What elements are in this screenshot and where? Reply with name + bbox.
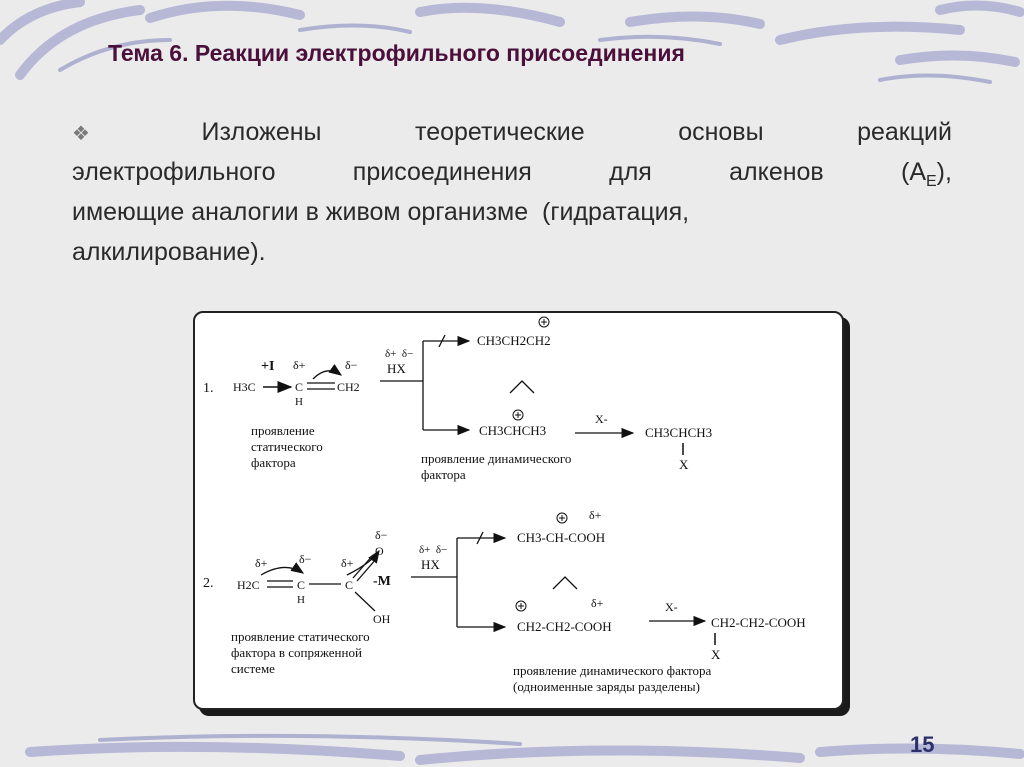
caret-icon bbox=[553, 577, 577, 589]
dynamic-caption-line: проявление динамического фактора bbox=[513, 663, 712, 678]
delta-plus-label: δ+ bbox=[589, 508, 602, 522]
reagent-charges: δ+ δ− bbox=[385, 348, 414, 360]
hydroxyl-group: OH bbox=[373, 612, 391, 626]
upper-product-2: CH3-CH-COOH bbox=[517, 530, 606, 545]
substituent-x: X bbox=[679, 457, 689, 472]
oxygen-atom: O bbox=[375, 544, 384, 558]
lower-product-2: CH2-CH2-COOH bbox=[517, 619, 612, 634]
page-number: 15 bbox=[910, 732, 935, 757]
reaction2-number: 2. bbox=[203, 576, 214, 591]
reagent-charges: δ+ δ− bbox=[419, 544, 448, 556]
upper-product-1: CH3CH2CH2 bbox=[477, 333, 551, 348]
caret-icon bbox=[510, 381, 534, 393]
minus-m-label: -M bbox=[373, 574, 391, 589]
body-line-2 bbox=[72, 152, 952, 192]
reagent-hx: HX bbox=[387, 361, 406, 376]
delta-plus-label: δ+ bbox=[591, 596, 604, 610]
body-line-3: имеющие аналогии в живом организме (гидратация, bbox=[72, 198, 690, 226]
plus-i-label: +I bbox=[261, 359, 275, 374]
ae-open: (A bbox=[901, 158, 926, 186]
dynamic-caption-line: проявление динамического bbox=[421, 451, 572, 466]
ae-close: ), bbox=[936, 158, 952, 186]
static-caption-line: фактора в сопряженной bbox=[231, 645, 362, 660]
cation-charge-icon bbox=[513, 410, 523, 420]
body-word: Изложены bbox=[201, 118, 322, 146]
hydrogen-atom: H bbox=[297, 594, 305, 606]
cation-charge-icon bbox=[557, 513, 567, 523]
carbon-atom: C bbox=[295, 380, 304, 394]
delta-minus-label: δ− bbox=[375, 528, 388, 542]
static-caption-line: фактора bbox=[251, 455, 296, 470]
dynamic-caption-line: (одноименные заряды разделены) bbox=[513, 679, 700, 694]
delta-plus-label: δ+ bbox=[293, 358, 306, 372]
body-word: алкенов bbox=[729, 158, 824, 186]
ae-subscript: E bbox=[926, 173, 937, 190]
body-word: реакций bbox=[857, 118, 952, 146]
reaction-diagram-panel bbox=[193, 311, 844, 710]
body-line-1 bbox=[72, 112, 952, 152]
body-word-ae bbox=[901, 152, 952, 192]
body-word: для bbox=[609, 158, 652, 186]
static-caption-line: системе bbox=[231, 661, 275, 676]
static-caption-line: проявление bbox=[251, 423, 315, 438]
static-caption-line: статического bbox=[251, 439, 323, 454]
body-word: основы bbox=[678, 118, 764, 146]
delta-minus-label: δ− bbox=[299, 552, 312, 566]
bullet-line-1-lead bbox=[72, 112, 108, 152]
h2c-group: H2C bbox=[237, 578, 260, 592]
delta-plus-label: δ+ bbox=[341, 556, 354, 570]
lower-product-1: CH3CHCH3 bbox=[479, 423, 547, 438]
dynamic-caption-line: фактора bbox=[421, 467, 466, 482]
delta-minus-label: δ− bbox=[345, 358, 358, 372]
reaction-diagram bbox=[195, 313, 842, 708]
slide-body-text bbox=[72, 112, 952, 272]
cation-charge-icon bbox=[539, 317, 549, 327]
hydroxyl-bond bbox=[355, 592, 375, 611]
final-product-1: CH3CHCH3 bbox=[645, 425, 713, 440]
carbonyl-carbon: C bbox=[345, 578, 354, 592]
body-word: электрофильного bbox=[72, 158, 276, 186]
substituent-x: X bbox=[711, 647, 721, 662]
nucleophile-label: X- bbox=[595, 412, 608, 426]
carbon-atom: C bbox=[297, 578, 306, 592]
reagent-hx: HX bbox=[421, 557, 440, 572]
curved-electron-arrow bbox=[313, 371, 341, 379]
cation-charge-icon bbox=[516, 601, 526, 611]
delta-plus-label: δ+ bbox=[255, 556, 268, 570]
static-caption-line: проявление статического bbox=[231, 629, 370, 644]
ch2-group: CH2 bbox=[337, 380, 360, 394]
body-word: теоретические bbox=[415, 118, 585, 146]
final-product-2: CH2-CH2-COOH bbox=[711, 615, 806, 630]
body-word: присоединения bbox=[352, 158, 532, 186]
nucleophile-label: X- bbox=[665, 600, 678, 614]
hydrogen-atom: H bbox=[295, 396, 303, 408]
slide-title: Тема 6. Реакции электрофильного присоединения bbox=[108, 40, 685, 66]
body-line-4: алкилирование). bbox=[72, 238, 266, 266]
reaction1-number: 1. bbox=[203, 381, 214, 396]
h3c-group: H3C bbox=[233, 380, 256, 394]
diamond-bullet-icon: ❖ bbox=[72, 123, 90, 145]
